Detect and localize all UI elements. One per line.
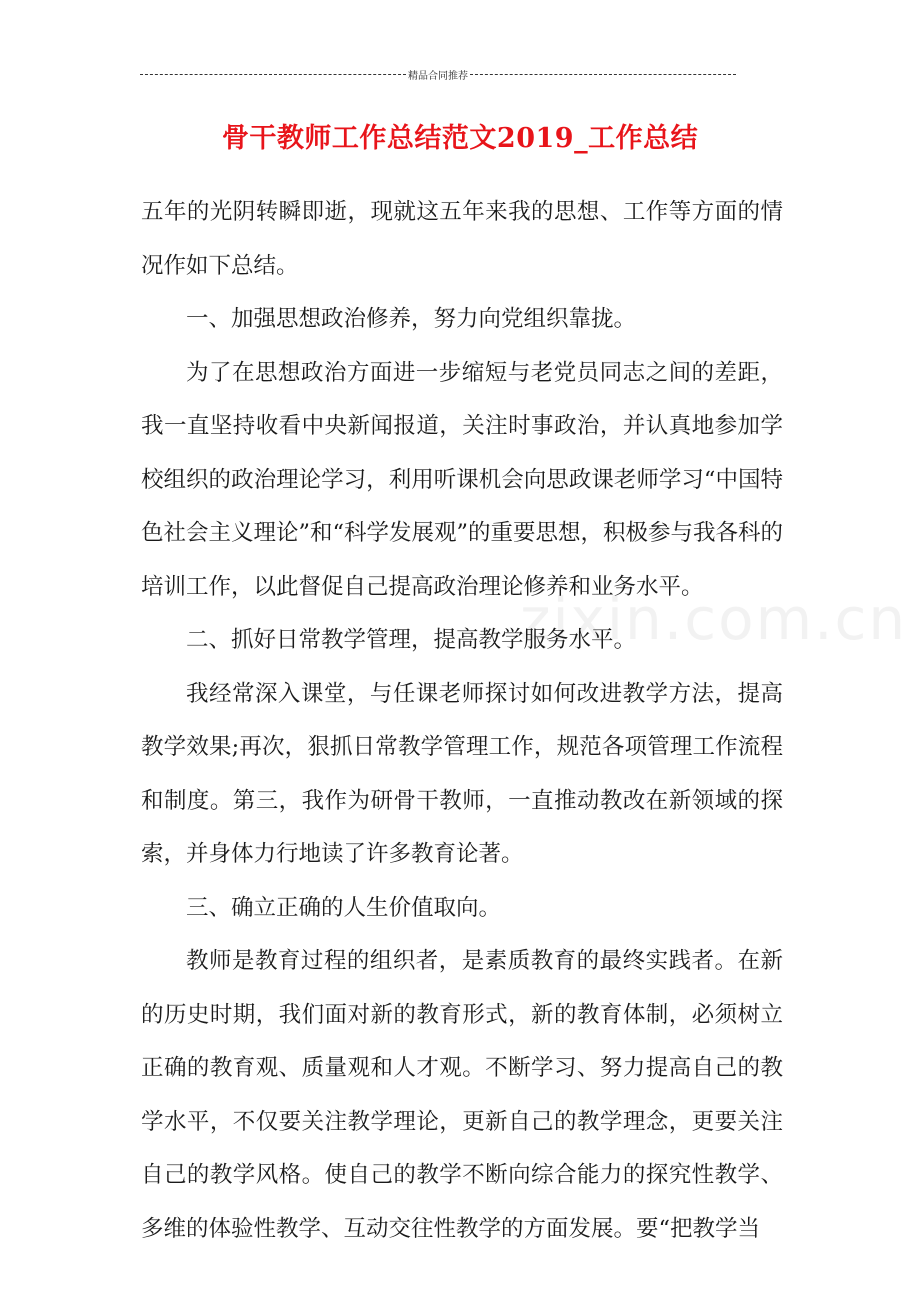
section-heading-1: 一、加强思想政治修养，努力向党组织靠拢。: [186, 306, 637, 332]
header-label: 精品合同推荐: [408, 70, 468, 82]
paragraph-section-1: 为了在思想政治方面进一步缩短与老党员同志之间的差距，我一直坚持收看中央新闻报道，关注时事政治，并认真地参加学校组织的政治理论学习，利用听课机会向思政课老师学习“中国特色社会主义理论”和“科学发展观”的重要思想，积极参与我各科的培训工作，以此督促自己提高政治理论修养和业务水平。: [141, 359, 784, 600]
paragraph-section-2: 我经常深入课堂，与任课老师探讨如何改进教学方法，提高教学效果;再次，狠抓日常教学管理工作，规范各项管理工作流程和制度。第三，我作为研骨干教师，一直推动教改在新领域的探索，并身体力行地读了许多教育论著。: [141, 680, 783, 867]
document-body: [141, 186, 783, 1256]
section-heading-3: 三、确立正确的人生价值取向。: [186, 894, 502, 921]
page-header: [140, 66, 736, 82]
header-dash-right: [470, 74, 736, 75]
header-dash-left: [140, 74, 406, 75]
paragraph-section-3: 教师是教育过程的组织者，是素质教育的最终实践者。在新的历史时期，我们面对新的教育形式，新的教育体制，必须树立正确的教育观、质量观和人才观。不断学习、努力提高自己的教学水平，不仅要关注教学理论，更新自己的教学理念，更要关注自己的教学风格。使自己的教学不断向综合能力的探究性教学、多维的体验性教学、互动交往性教学的方面发展。要“把教学当: [141, 948, 783, 1242]
section-heading-2: 二、抓好日常教学管理，提高教学服务水平。: [186, 627, 637, 653]
paragraph-intro: 五年的光阴转瞬即逝，现就这五年来我的思想、工作等方面的情况作如下总结。: [141, 199, 783, 279]
watermark: zixin.com.cn: [520, 585, 908, 653]
document-title: 骨干教师工作总结范文2019_工作总结: [221, 123, 699, 154]
